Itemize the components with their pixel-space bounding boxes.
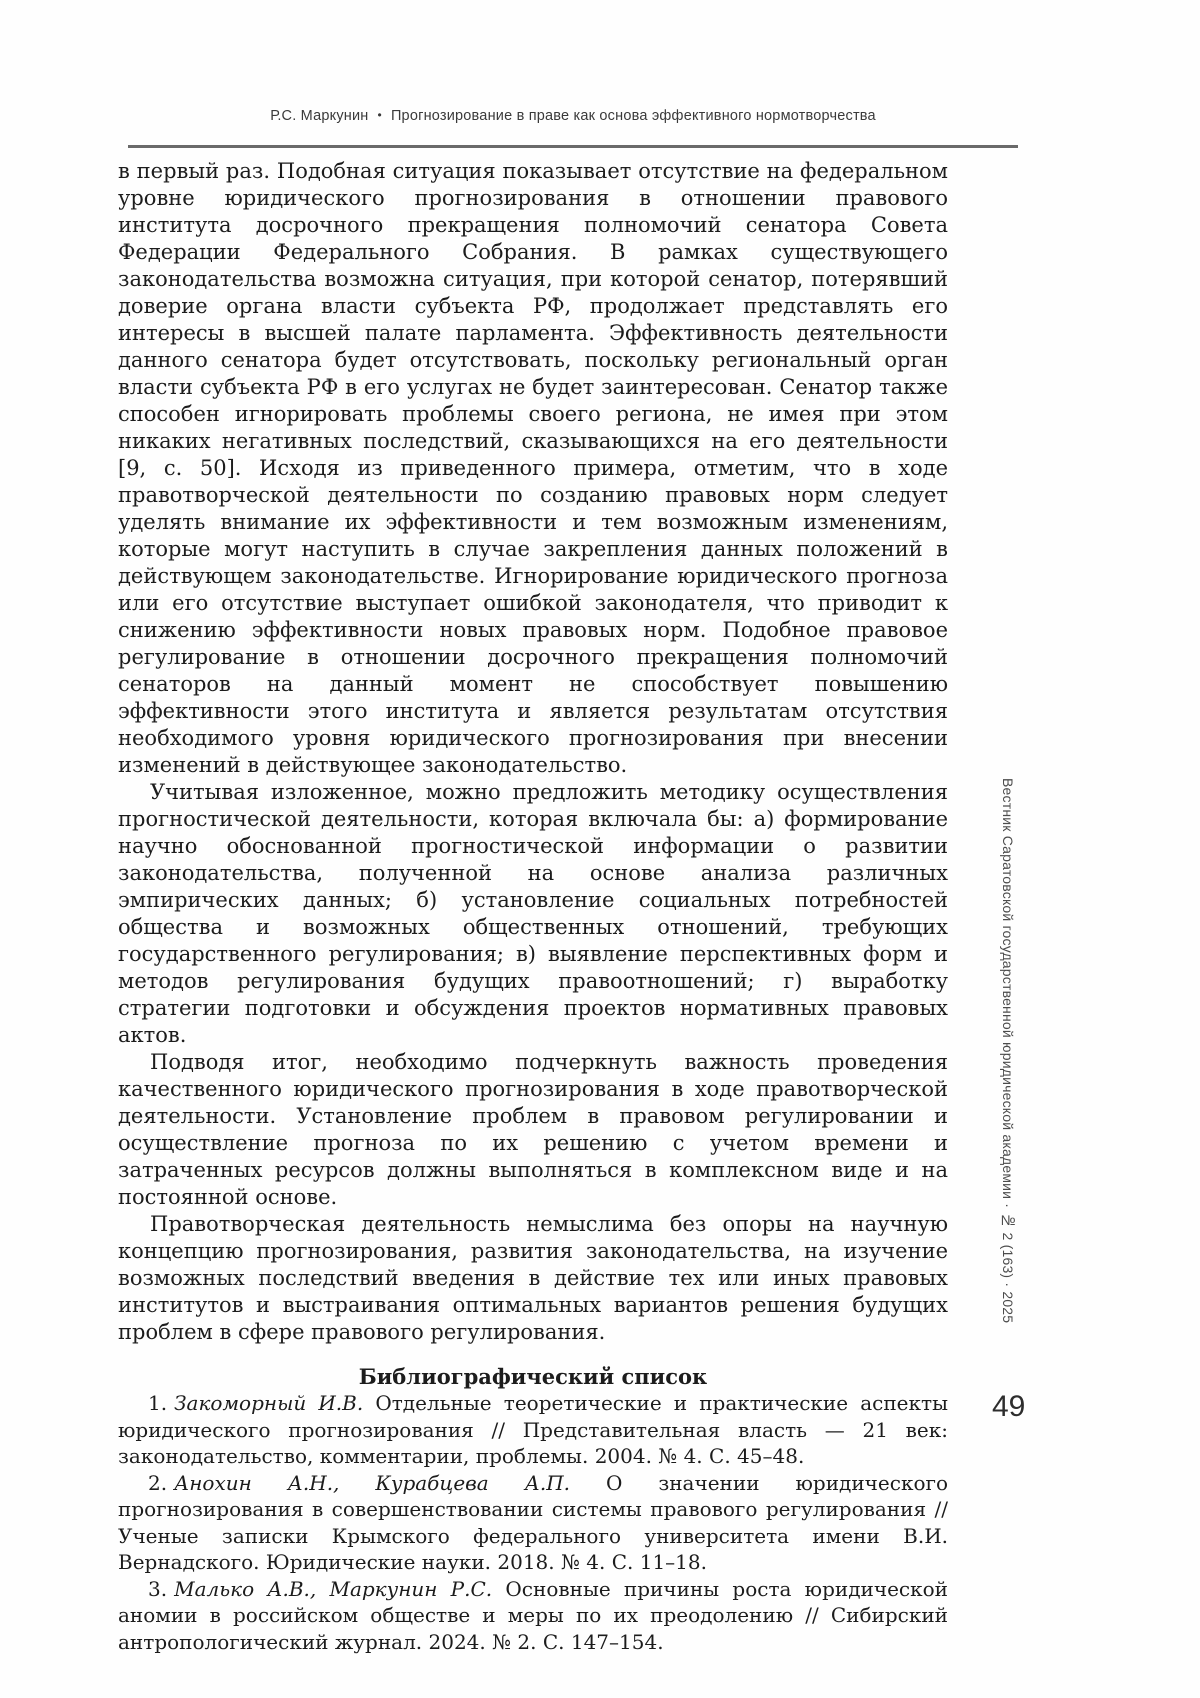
bibliography-item-number: 2. [148, 1470, 168, 1495]
bibliography-heading: Библиографический список [358, 1364, 708, 1389]
bibliography-item-authors: Анохин А.Н., Курабцева А.П. [174, 1470, 570, 1495]
bibliography-item-number: 3. [148, 1576, 168, 1601]
article-body [118, 158, 948, 1655]
body-paragraph: Подводя итог, необходимо подчеркнуть важность проведения качественного юридического прогнозирования в ходе правотворческой деятельности. Установление проблем в правовом регулировании и осуществление прогноза по их решению с учетом времени и затраченных ресурсов должны выполняться в комплексном виде и на постоянной основе. [118, 1050, 948, 1209]
bibliography-item-number: 1. [148, 1391, 168, 1415]
running-header [128, 108, 1018, 124]
bibliography-item [118, 1390, 948, 1470]
bibliography-item-authors: Закоморный И.В. [174, 1391, 364, 1415]
bibliography-item [118, 1470, 948, 1576]
page-number: 49 [992, 1390, 1026, 1423]
bibliography-item [118, 1576, 948, 1656]
bibliography-item-authors: Малько А.В., Маркунин Р.С. [174, 1576, 493, 1601]
running-header-author: Р.С. Маркунин [270, 108, 369, 124]
body-paragraph: Учитывая изложенное, можно предложить методику осуществления прогностической деятельности, которая включала бы: а) формирование научно обоснованной прогностической информации о развитии законодательства, полученной на основе анализа различных эмпирических данных; б) установление социальных потребностей общества и возможных общественных отношений, требующих государственного регулирования; в) выявление перспективных форм и методов регулирования будущих правоотношений; г) выработку стратегии подготовки и обсуждения проектов нормативных правовых актов. [118, 780, 948, 1047]
running-header-separator-bullet: • [377, 108, 382, 122]
journal-sidebar-caption: Вестник Саратовской государственной юридической академии · № 2 (163) · 2025 [1000, 778, 1016, 1324]
running-header-title: Прогнозирование в праве как основа эффективного нормотворчества [390, 108, 876, 124]
bibliography-item-text: Основные причины роста юридической аномии в российском обществе и меры по их преодолению // Сибирский антропологический журнал. 2024. № 2. С. 147–154. [118, 1576, 948, 1654]
header-rule [128, 145, 1018, 148]
bibliography-item-text: О значении юридического прогнозирования в совершенствовании системы правового регулирования // Ученые записки Крымского федерального университета имени В.И. Вернадского. Юридические науки. 2018. № 4. С. 11–18. [118, 1470, 948, 1574]
bibliography-item-text: Отдельные теоретические и практические аспекты юридического прогнозирования // Представительная власть — 21 век: законодательство, комментарии, проблемы. 2004. № 4. С. 45–48. [118, 1391, 948, 1468]
body-paragraph: в первый раз. Подобная ситуация показывает отсутствие на федеральном уровне юридического прогнозирования в отношении правового института досрочного прекращения полномочий сенатора Совета Федерации Федерального Собрания. В рамках существующего законодательства возможна ситуация, при которой сенатор, потерявший доверие органа власти субъекта РФ, продолжает представлять его интересы в высшей палате парламента. Эффективность деятельности данного сенатора будет отсутствовать, поскольку региональный орган власти субъекта РФ в его услугах не будет заинтересован. Сенатор также способен игнорировать проблемы своего региона, не имея при этом никаких негативных последствий, сказывающихся на его деятельности [9, с. 50]. Исходя из приведенного примера, отметим, что в ходе правотворческой деятельности по созданию правовых норм следует уделять внимание их эффективности и тем возможным изменениям, которые могут наступить в случае закрепления данных положений в действующем законодательстве. Игнорирование юридического прогноза или его отсутствие выступает ошибкой законодателя, что приводит к снижению эффективности новых правовых норм. Подобное правовое регулирование в отношении досрочного прекращения полномочий сенаторов на данный момент не способствует повышению эффективности этого института и является результатам отсутствия необходимого уровня юридического прогнозирования при внесении изменений в действующее законодательство. [118, 159, 948, 777]
body-paragraph: Правотворческая деятельность немыслима без опоры на научную концепцию прогнозирования, развития законодательства, на изучение возможных последствий введения в действие тех или иных правовых институтов и выстраивания оптимальных вариантов решения будущих проблем в сфере правового регулирования. [118, 1212, 948, 1344]
